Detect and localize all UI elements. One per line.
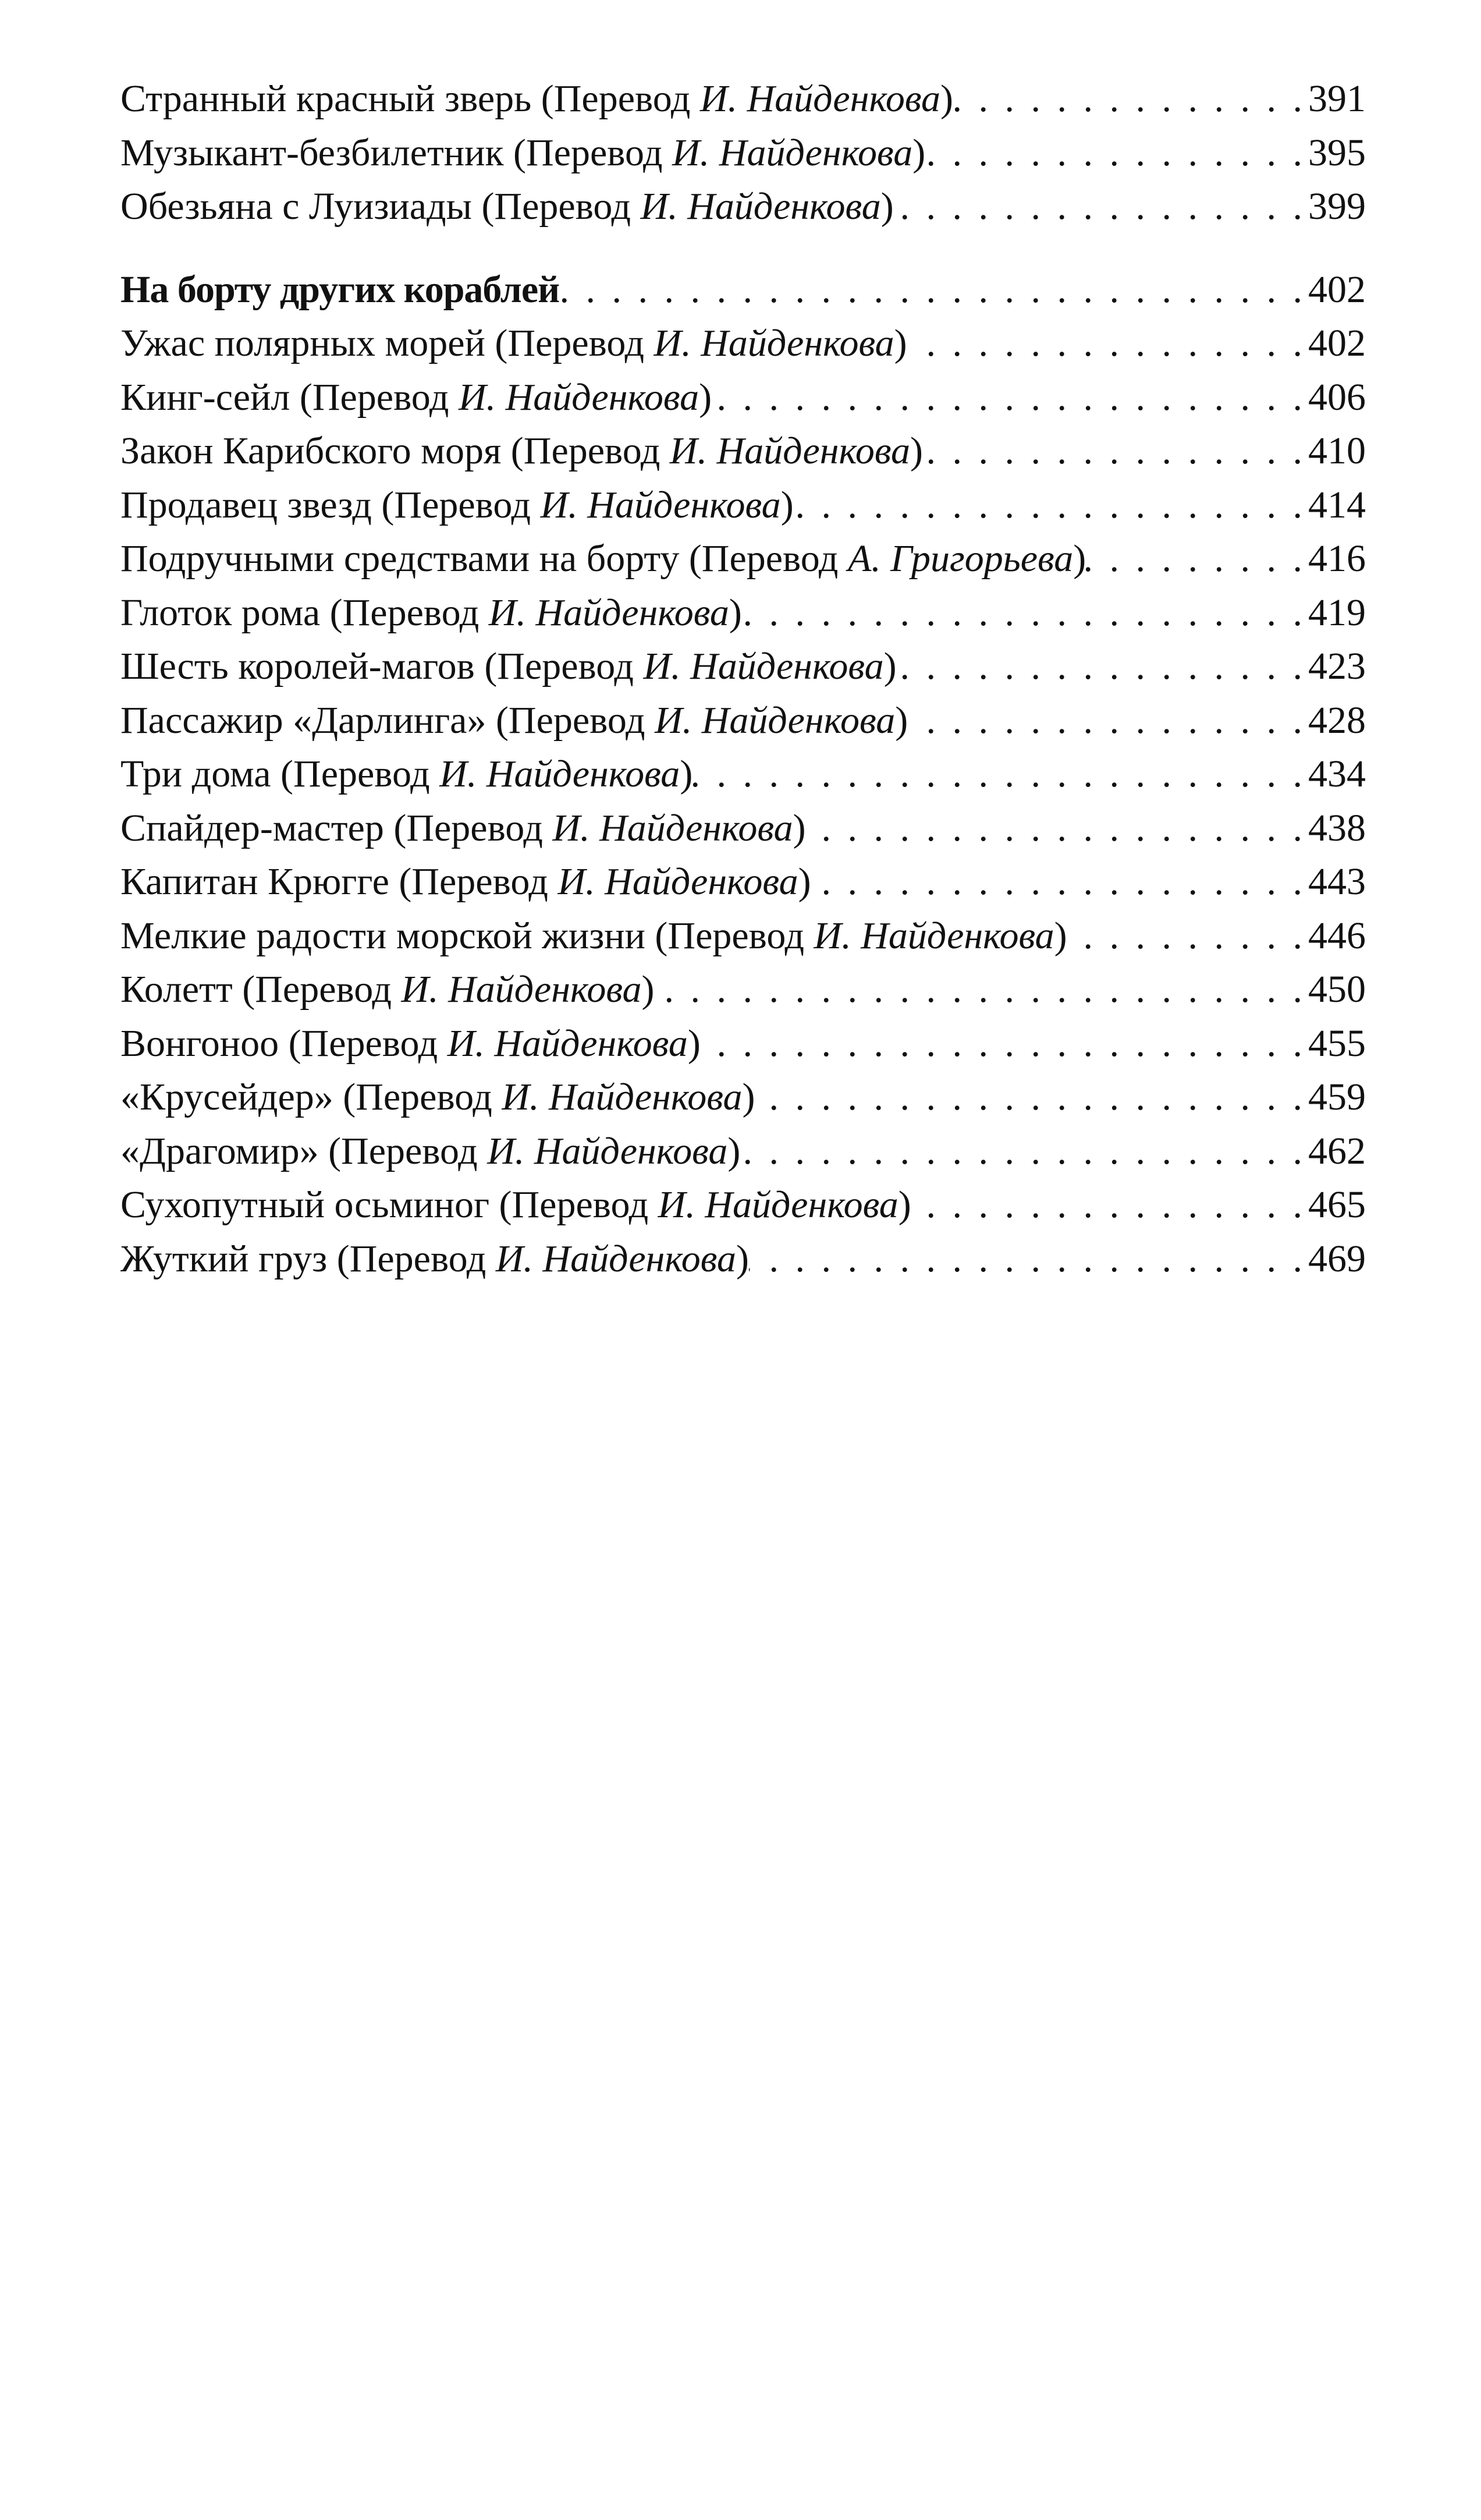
dot-leader xyxy=(701,1017,1306,1071)
dot-leader xyxy=(897,640,1306,694)
entry-page-number: 402 xyxy=(1308,322,1366,364)
section-gap xyxy=(120,234,1366,263)
toc-entry xyxy=(120,126,1366,180)
entry-translator: И. Найденкова xyxy=(495,1237,736,1280)
entry-page-number: 406 xyxy=(1308,375,1366,419)
dot-leader xyxy=(1086,532,1306,586)
entry-title: Ужас полярных морей (Перевод И. Найденкова) xyxy=(120,322,907,364)
toc-entry xyxy=(120,1232,1366,1286)
entry-page-number: 416 xyxy=(1308,537,1366,580)
entry-title: Закон Карибского моря (Перевод И. Найденкова) xyxy=(120,430,924,472)
entry-translator: И. Найденкова xyxy=(672,131,913,174)
dot-leader xyxy=(811,855,1306,909)
entry-title: Пассажир «Дарлинга» (Перевод И. Найденкова) xyxy=(120,699,908,742)
toc-entry xyxy=(120,1125,1366,1179)
entry-title: Музыкант-безбилетник (Перевод И. Найденкова) xyxy=(120,131,926,174)
entry-title: Жуткий груз (Перевод И. Найденкова) xyxy=(120,1237,749,1280)
entry-title: Глоток рома (Перевод И. Найденкова) xyxy=(120,591,742,634)
dot-leader xyxy=(923,424,1306,479)
entry-page-number: 434 xyxy=(1308,753,1366,795)
toc-section-heading xyxy=(120,263,1366,317)
dot-leader xyxy=(749,1232,1306,1286)
toc-entry xyxy=(120,909,1366,963)
entry-translator: И. Найденкова xyxy=(502,1076,743,1118)
entry-title: Сухопутный осьминог (Перевод И. Найденкова) xyxy=(120,1183,911,1226)
dot-leader xyxy=(794,479,1306,533)
entry-title: «Крусейдер» (Перевод И. Найденкова) xyxy=(120,1076,755,1118)
entry-translator: И. Найденкова xyxy=(669,430,911,472)
entry-page-number: 419 xyxy=(1308,591,1366,634)
dot-leader xyxy=(907,317,1306,371)
entry-translator: И. Найденкова xyxy=(401,968,642,1011)
entry-title: Обезьяна с Луизиады (Перевод И. Найденкова) xyxy=(120,185,894,228)
entry-translator: И. Найденкова xyxy=(658,1183,898,1226)
dot-leader xyxy=(742,586,1306,640)
entry-translator: И. Найденкова xyxy=(487,1129,728,1172)
entry-page-number: 414 xyxy=(1308,483,1366,526)
toc-entry xyxy=(120,424,1366,479)
entry-page-number: 428 xyxy=(1308,699,1366,742)
entry-page-number: 462 xyxy=(1308,1129,1366,1172)
entry-translator: И. Найденкова xyxy=(643,645,884,687)
entry-page-number: 395 xyxy=(1308,131,1366,174)
section-page-number: 402 xyxy=(1308,268,1366,311)
entry-title: Спайдер-мастер (Перевод И. Найденкова) xyxy=(120,806,806,849)
entry-translator: И. Найденкова xyxy=(654,322,894,364)
dot-leader xyxy=(712,371,1306,425)
entry-translator: И. Найденкова xyxy=(458,375,699,419)
dot-leader xyxy=(1067,909,1306,963)
entry-page-number: 455 xyxy=(1308,1022,1366,1065)
entry-translator: И. Найденкова xyxy=(557,860,798,903)
dot-leader xyxy=(953,72,1306,126)
entry-title: Продавец звезд (Перевод И. Найденкова) xyxy=(120,483,794,526)
toc-entry xyxy=(120,317,1366,371)
entry-translator: И. Найденкова xyxy=(699,77,941,120)
entry-translator: И. Найденкова xyxy=(655,699,896,742)
dot-leader xyxy=(925,126,1306,180)
entry-translator: И. Найденкова xyxy=(439,753,680,795)
dot-leader xyxy=(911,1178,1306,1232)
toc-entry xyxy=(120,963,1366,1017)
toc-entry xyxy=(120,1178,1366,1232)
entry-title: Кинг-сейл (Перевод И. Найденкова) xyxy=(120,375,712,419)
toc-entry xyxy=(120,747,1366,802)
entry-page-number: 423 xyxy=(1308,645,1366,687)
entry-translator: И. Найденкова xyxy=(552,806,793,849)
dot-leader xyxy=(806,802,1306,856)
entry-title: Три дома (Перевод И. Найденкова) xyxy=(120,753,693,795)
entry-title: Колетт (Перевод И. Найденкова) xyxy=(120,968,655,1011)
entry-title: Странный красный зверь (Перевод И. Найденкова) xyxy=(120,77,954,120)
entry-title: Капитан Крюгге (Перевод И. Найденкова) xyxy=(120,860,811,903)
toc-entry xyxy=(120,640,1366,694)
toc-entry xyxy=(120,479,1366,533)
entry-translator: А. Григорьева xyxy=(847,537,1074,580)
toc-entry xyxy=(120,855,1366,909)
toc-entry xyxy=(120,694,1366,748)
entry-page-number: 450 xyxy=(1308,968,1366,1011)
toc-entry xyxy=(120,532,1366,586)
entry-page-number: 459 xyxy=(1308,1076,1366,1118)
dot-leader xyxy=(692,747,1306,802)
table-of-contents xyxy=(120,72,1366,1286)
entry-title: Шесть королей-магов (Перевод И. Найденкова) xyxy=(120,645,897,687)
entry-title: «Драгомир» (Перевод И. Найденкова) xyxy=(120,1129,741,1172)
entry-title: Вонгоноо (Перевод И. Найденкова) xyxy=(120,1022,701,1065)
toc-entry xyxy=(120,1071,1366,1125)
section-title: На борту других кораблей xyxy=(120,268,560,311)
toc-entry xyxy=(120,1017,1366,1071)
entry-page-number: 391 xyxy=(1308,77,1366,120)
entry-title: Подручными средствами на борту (Перевод А. Григорьева) xyxy=(120,537,1086,580)
dot-leader xyxy=(908,694,1306,748)
entry-page-number: 469 xyxy=(1308,1237,1366,1280)
dot-leader xyxy=(894,180,1306,234)
entry-title: Мелкие радости морской жизни (Перевод И. Найденкова) xyxy=(120,914,1067,957)
entry-translator: И. Найденкова xyxy=(488,591,729,634)
toc-entry xyxy=(120,72,1366,126)
entry-page-number: 410 xyxy=(1308,430,1366,472)
dot-leader xyxy=(655,963,1306,1017)
entry-translator: И. Найденкова xyxy=(447,1022,688,1065)
dot-leader xyxy=(740,1125,1306,1179)
entry-page-number: 438 xyxy=(1308,806,1366,849)
dot-leader xyxy=(559,263,1306,317)
entry-translator: И. Найденкова xyxy=(640,185,881,228)
toc-entry xyxy=(120,371,1366,425)
entry-page-number: 399 xyxy=(1308,185,1366,228)
toc-entry xyxy=(120,586,1366,640)
entry-translator: И. Найденкова xyxy=(540,483,781,526)
entry-page-number: 465 xyxy=(1308,1183,1366,1226)
toc-entry xyxy=(120,180,1366,234)
toc-entry xyxy=(120,802,1366,856)
entry-page-number: 443 xyxy=(1308,860,1366,903)
entry-page-number: 446 xyxy=(1308,914,1366,957)
entry-translator: И. Найденкова xyxy=(814,914,1054,957)
dot-leader xyxy=(755,1071,1306,1125)
